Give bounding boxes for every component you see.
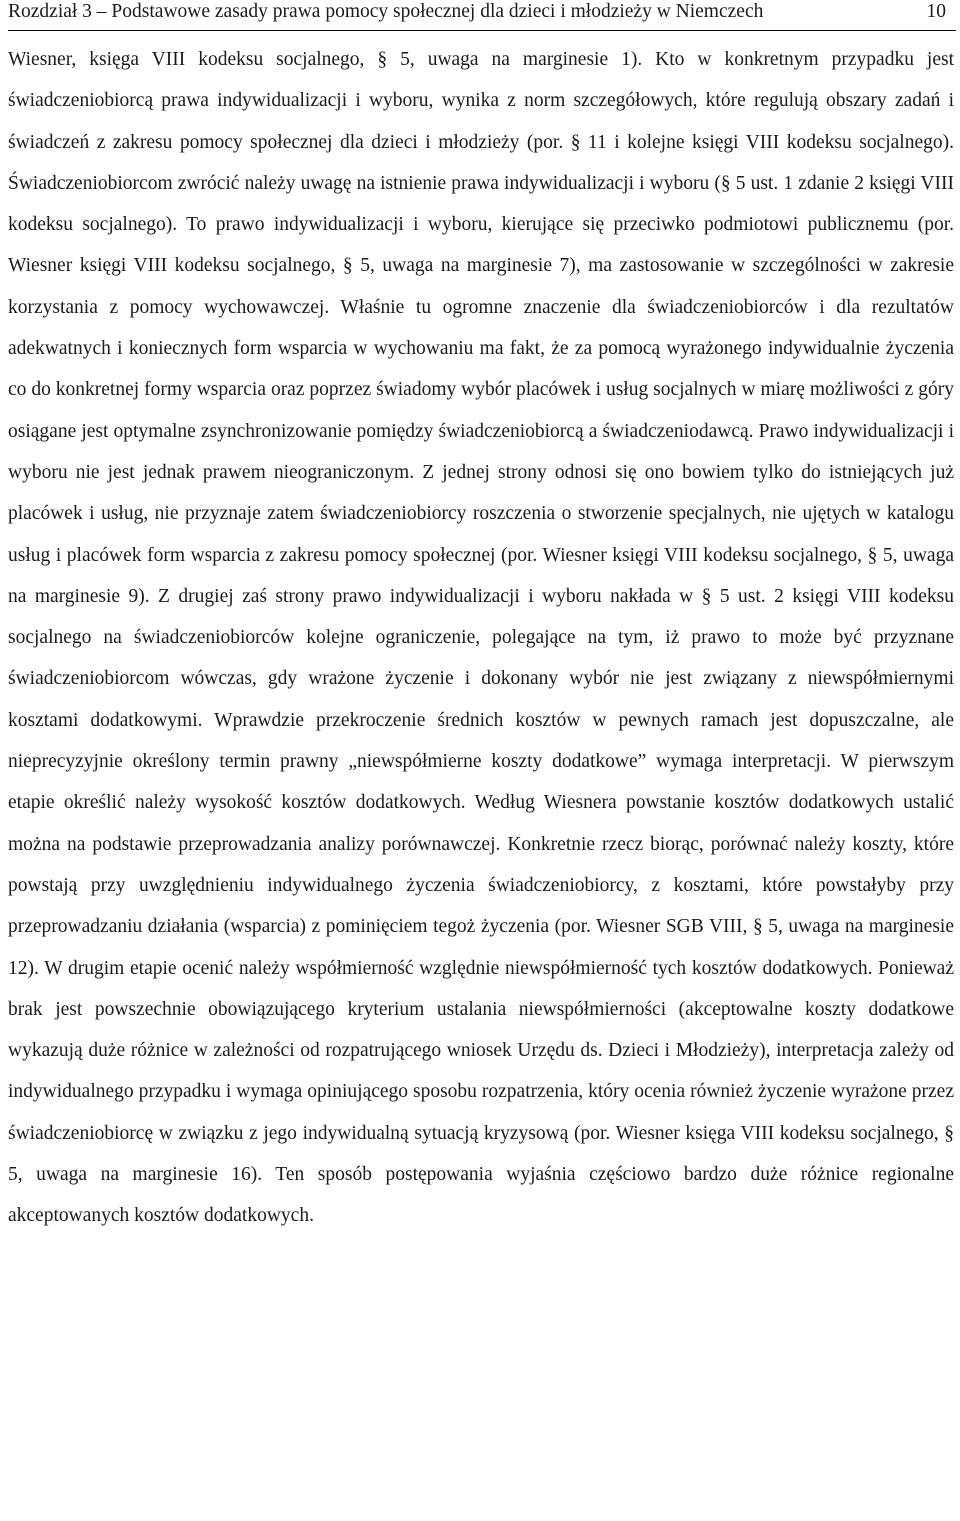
chapter-title: Rozdział 3 – Podstawowe zasady prawa pomocy społecznej dla dzieci i młodzieży w Niemczech (8, 1, 764, 22)
page-number: 10 (926, 1, 946, 22)
document-page (8, 0, 956, 1237)
running-header (8, 0, 956, 31)
body-paragraph: Wiesner, księga VIII kodeksu socjalnego, § 5, uwaga na marginesie 1). Kto w konkretnym przypadku jest świadczeniobiorcą prawa indywidualizacji i wyboru, wynika z norm szczegółowych, które regulują obszary zadań i świadczeń z zakresu pomocy społecznej dla dzieci i młodzieży (por. § 11 i kolejne księgi VIII kodeksu socjalnego). Świadczeniobiorcom zwrócić należy uwagę na istnienie prawa indywidualizacji i wyboru (§ 5 ust. 1 zdanie 2 księgi VIII kodeksu socjalnego). To prawo indywidualizacji i wyboru, kierujące się przeciwko podmiotowi publicznemu (por. Wiesner księgi VIII kodeksu socjalnego, § 5, uwaga na marginesie 7), ma zastosowanie w szczególności w zakresie korzystania z pomocy wychowawczej. Właśnie tu ogromne znaczenie dla świadczeniobiorców i dla rezultatów adekwatnych i koniecznych form wsparcia w wychowaniu ma fakt, że za pomocą wyrażonego indywidualnie życzenia co do konkretnej formy wsparcia oraz poprzez świadomy wybór placówek i usług socjalnych w miarę możliwości z góry osiągane jest optymalne zsynchronizowanie pomiędzy świadczeniobiorcą a świadczeniodawcą. Prawo indywidualizacji i wyboru nie jest jednak prawem nieograniczonym. Z jednej strony odnosi się ono bowiem tylko do istniejących już placówek i usług, nie przyznaje zatem świadczeniobiorcy roszczenia o stworzenie specjalnych, nie ujętych w katalogu usług i placówek form wsparcia z zakresu pomocy społecznej (por. Wiesner księgi VIII kodeksu socjalnego, § 5, uwaga na marginesie 9). Z drugiej zaś strony prawo indywidualizacji i wyboru nakłada w § 5 ust. 2 księgi VIII kodeksu socjalnego na świadczeniobiorców kolejne ograniczenie, polegające na tym, iż prawo to może być przyznane świadczeniobiorcom wówczas, gdy wrażone życzenie i dokonany wybór nie jest związany z niewspółmiernymi kosztami dodatkowymi. Wprawdzie przekroczenie średnich kosztów w pewnych ramach jest dopuszczalne, ale nieprecyzyjnie określony termin prawny „niewspółmierne koszty dodatkowe” wymaga interpretacji. W pierwszym etapie określić należy wysokość kosztów dodatkowych. Według Wiesnera powstanie kosztów dodatkowych ustalić można na podstawie przeprowadzania analizy porównawczej. Konkretnie rzecz biorąc, porównać należy koszty, które powstają przy uwzględnieniu indywidualnego życzenia świadczeniobiorcy, z kosztami, które powstałyby przy przeprowadzaniu działania (wsparcia) z pominięciem tegoż życzenia (por. Wiesner SGB VIII, § 5, uwaga na marginesie 12). W drugim etapie ocenić należy współmierność względnie niewspółmierność tych kosztów dodatkowych. Ponieważ brak jest powszechnie obowiązującego kryterium ustalania niewspółmierności (akceptowalne koszty dodatkowe wykazują duże różnice w zależności od rozpatrującego wniosek Urzędu ds. Dzieci i Młodzieży), interpretacja zależy od indywidualnego przypadku i wymaga opiniującego sposobu rozpatrzenia, który ocenia również życzenie wyrażone przez świadczeniobiorcę w związku z jego indywidualną sytuacją kryzysową (por. Wiesner księga VIII kodeksu socjalnego, § 5, uwaga na marginesie 16). Ten sposób postępowania wyjaśnia częściowo bardzo duże różnice regionalne akceptowanych kosztów dodatkowych. (8, 49, 954, 1227)
